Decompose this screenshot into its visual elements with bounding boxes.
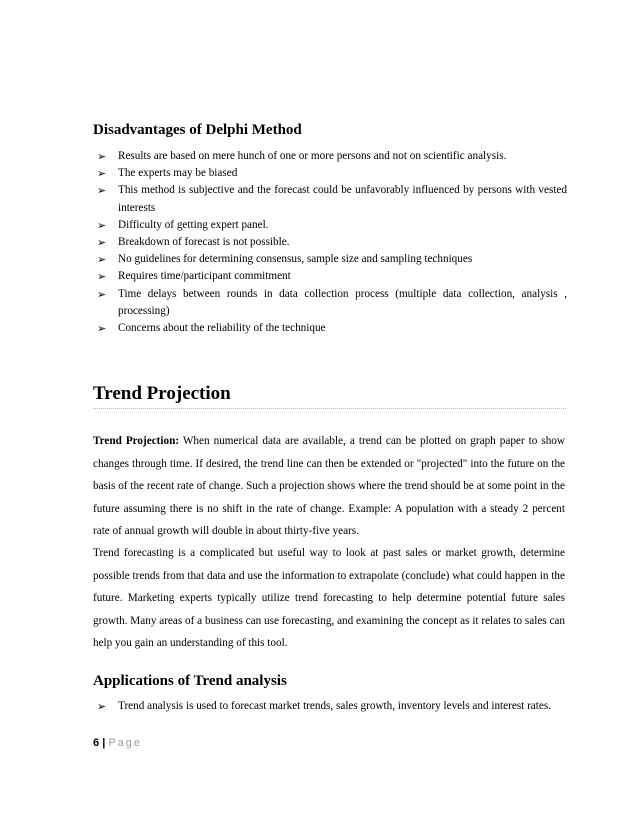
arrow-bullet-icon: ➢ — [97, 253, 107, 267]
arrow-bullet-icon: ➢ — [97, 150, 107, 163]
list-item-text: No guidelines for determining consensus, sample size and sampling techniques — [118, 253, 473, 266]
list-item-text: The experts may be biased — [118, 167, 238, 180]
list-item — [97, 165, 567, 182]
list-item — [97, 251, 567, 268]
page-label: Page — [108, 737, 143, 749]
list-item — [97, 320, 567, 337]
arrow-bullet-icon: ➢ — [97, 270, 107, 284]
trend-paragraph-2: Trend forecasting is a complicated but useful way to look at past sales or market growth, determine possible trends from that data and use the information to extrapolate (conclude) what could happen in the future. Marketing experts typically utilize trend forecasting to help determine potential future sales growth. Many areas of a business can use forecasting, and examining the concept as it relates to sales can help you gain an understanding of this tool. — [93, 547, 565, 650]
delphi-heading: Disadvantages of Delphi Method — [93, 122, 302, 138]
arrow-bullet-icon: ➢ — [97, 700, 107, 713]
list-item — [97, 234, 567, 251]
list-item — [97, 217, 567, 234]
list-item — [97, 286, 567, 320]
trend-paragraph-1-text: When numerical data are available, a trend can be plotted on graph paper to show changes through time. If desired, the trend line can then be extended or "projected" into the future on the basis of the recent rate of change. Such a projection shows where the trend should be at some point in the future assuming there is no shift in the rate of change. Example: A population with a steady 2 percent rate of annual growth will double in about thirty-five years. — [93, 435, 565, 538]
footer-separator: | — [102, 737, 106, 749]
applications-heading: Applications of Trend analysis — [93, 673, 287, 689]
trend-paragraph-label: Trend Projection: — [93, 435, 180, 447]
arrow-bullet-icon: ➢ — [97, 236, 107, 250]
list-item-text: Difficulty of getting expert panel. — [118, 218, 269, 231]
list-item — [97, 182, 567, 216]
applications-list — [97, 696, 567, 717]
arrow-bullet-icon: ➢ — [97, 287, 107, 301]
delphi-list — [97, 148, 567, 337]
heading-divider — [93, 408, 566, 409]
page-number: 6 — [93, 737, 100, 749]
trend-heading: Trend Projection — [93, 383, 231, 404]
arrow-bullet-icon: ➢ — [97, 184, 107, 198]
list-item — [97, 696, 567, 717]
list-item-text: Concerns about the reliability of the technique — [118, 322, 326, 335]
list-item-text: Trend analysis is used to forecast market trends, sales growth, inventory levels and interest rates. — [118, 700, 551, 712]
trend-paragraph-1 — [93, 430, 565, 543]
list-item-text: Results are based on mere hunch of one or more persons and not on scientific analysis. — [118, 150, 507, 162]
list-item-text: Breakdown of forecast is not possible. — [118, 236, 290, 249]
arrow-bullet-icon: ➢ — [97, 218, 107, 232]
list-item-text: This method is subjective and the forecast could be unfavorably influenced by persons with vested interests — [118, 184, 567, 214]
list-item-text: Requires time/participant commitment — [118, 270, 291, 283]
list-item-text: Time delays between rounds in data collection process (multiple data collection, analysis , processing) — [118, 287, 567, 317]
list-item — [97, 268, 567, 285]
list-item — [97, 148, 567, 165]
page-footer — [93, 737, 142, 749]
arrow-bullet-icon: ➢ — [97, 167, 107, 181]
arrow-bullet-icon: ➢ — [97, 322, 107, 336]
